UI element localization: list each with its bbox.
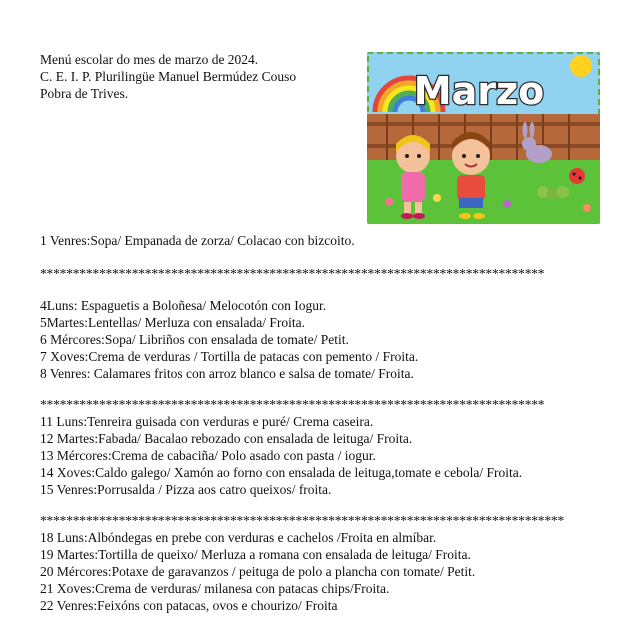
menu-item: 6 Mércores:Sopa/ Libriños con ensalada de tomate/ Petit.: [40, 332, 349, 347]
menu-item: 19 Martes:Tortilla de queixo/ Merluza a romana con ensalada de leituga/ Froita.: [40, 547, 471, 562]
menu-item: 15 Venres:Porrusalda / Pizza aos catro queixos/ froita.: [40, 482, 332, 497]
menu-item: 5Martes:Lentellas/ Merluza con ensalada/ Froita.: [40, 315, 306, 330]
marzo-title: Marzo: [413, 69, 545, 113]
menu-item: 8 Venres: Calamares fritos con arroz blanco e salsa de tomate/ Froita.: [40, 366, 414, 381]
menu-item: 4Luns: Espaguetis a Boloñesa/ Melocotón con Iogur.: [40, 298, 327, 313]
menu-item: 11 Luns:Tenreira guisada con verduras e puré/ Crema caseira.: [40, 414, 374, 429]
school-location: Pobra de Trives.: [40, 86, 129, 101]
marzo-illustration: [367, 52, 600, 224]
menu-item: 14 Xoves:Caldo galego/ Xamón ao forno con ensalada de leituga,tomate e cebola/ Froita.: [40, 465, 523, 480]
separator: *****************************************************************************: [40, 397, 545, 412]
document-header: [40, 51, 296, 102]
school-name: C. E. I. P. Plurilingüe Manuel Bermúdez Couso: [40, 69, 297, 84]
menu-item: 1 Venres:Sopa/ Empanada de zorza/ Colacao con bizcoito.: [40, 233, 355, 248]
separator: ********************************************************************************: [40, 513, 565, 528]
menu-item: 18 Luns:Albóndegas en prebe con verduras e cachelos /Froita en almíbar.: [40, 530, 437, 545]
separator: *****************************************************************************: [40, 266, 545, 281]
menu-title: Menú escolar do mes de marzo de 2024.: [40, 52, 259, 67]
menu-item: 21 Xoves:Crema de verduras/ milanesa con patacas chips/Froita.: [40, 581, 390, 596]
sun-icon: [570, 55, 592, 77]
menu-item: 12 Martes:Fabada/ Bacalao rebozado con ensalada de leituga/ Froita.: [40, 431, 413, 446]
ladybug-icon: [569, 168, 585, 184]
menu-item: 22 Venres:Feixóns con patacas, ovos e chourizo/ Froita: [40, 598, 338, 613]
menu-item: 7 Xoves:Crema de verduras / Tortilla de patacas con pemento / Froita.: [40, 349, 419, 364]
menu-item: 20 Mércores:Potaxe de garavanzos / peituga de polo a plancha con tomate/ Petit.: [40, 564, 476, 579]
menu-item: 13 Mércores:Crema de cabaciña/ Polo asado con pasta / iogur.: [40, 448, 376, 463]
